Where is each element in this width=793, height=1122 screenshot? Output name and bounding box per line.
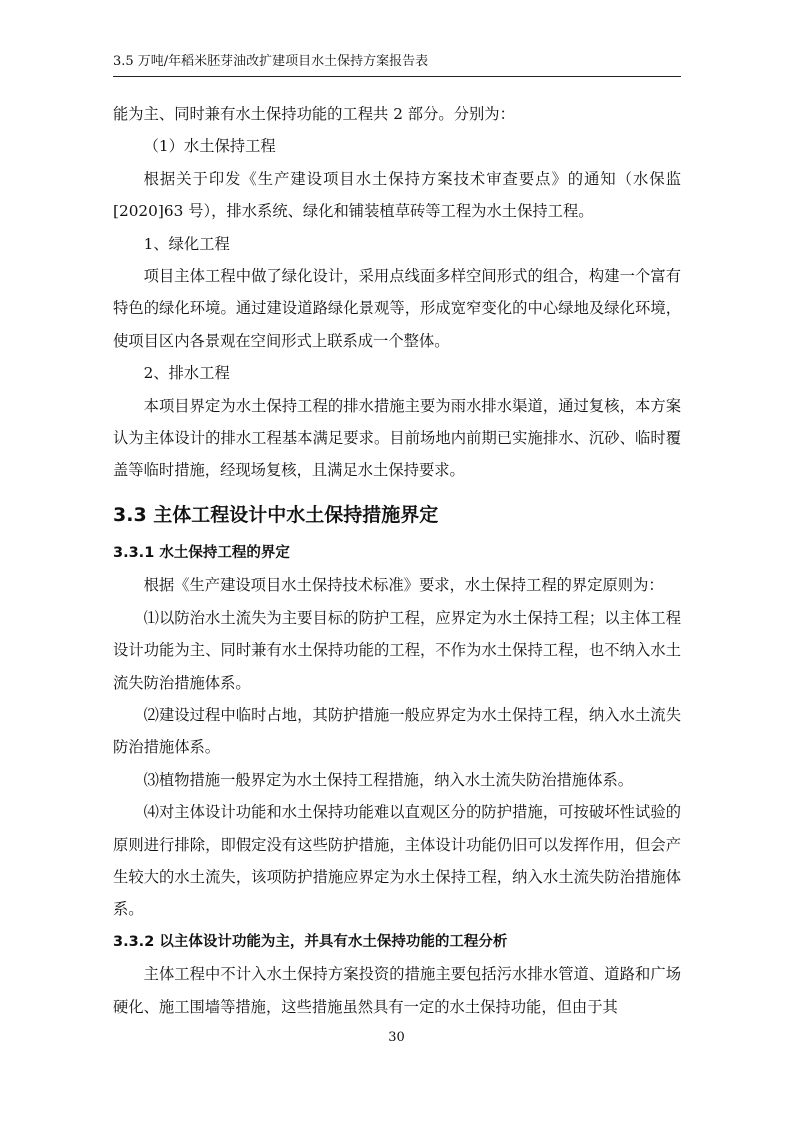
header-rule <box>113 76 681 77</box>
section-heading: 3.3 主体工程设计中水土保持措施界定 <box>113 503 439 526</box>
paragraph: ⑷对主体设计功能和水土保持功能难以直观区分的防护措施，可按破坏性试验的原则进行排除，即假定没有这些防护措施，主体设计功能仍旧可以发挥作用，但会产生较大的水土流失，该项防护措施应界定为水土保持工程，纳入水土流失防治措施体系。 <box>113 803 681 919</box>
paragraph: 根据《生产建设项目水土保持技术标准》要求，水土保持工程的界定原则为： <box>143 576 664 595</box>
page-number: 30 <box>388 1030 405 1045</box>
page-body <box>113 98 681 1023</box>
paragraph: ⑴以防治水土流失为主要目标的防护工程，应界定为水土保持工程；以主体工程设计功能为主、同时兼有水土保持功能的工程，不作为水土保持工程，也不纳入水土流失防治措施体系。 <box>113 608 681 692</box>
subsection-heading: 3.3.1 水土保持工程的界定 <box>113 544 290 561</box>
paragraph: ⑵建设过程中临时占地，其防护措施一般应界定为水土保持工程，纳入水土流失防治措施体系。 <box>113 705 681 757</box>
paragraph: ⑶植物措施一般界定为水土保持工程措施，纳入水土流失防治措施体系。 <box>143 770 634 789</box>
running-header: 3.5 万吨/年稻米胚芽油改扩建项目水土保持方案报告表 <box>113 54 429 69</box>
paragraph: 根据关于印发《生产建设项目水土保持方案技术审查要点》的通知（水保监[2020]63 号），排水系统、绿化和铺装植草砖等工程为水土保持工程。 <box>113 169 681 221</box>
paragraph: 2、排水工程 <box>143 364 230 383</box>
paragraph: 本项目界定为水土保持工程的排水措施主要为雨水排水渠道，通过复核，本方案认为主体设计的排水工程基本满足要求。目前场地内前期已实施排水、沉砂、临时覆盖等临时措施，经现场复核，且满足水土保持要求。 <box>113 396 681 480</box>
paragraph: 能为主、同时兼有水土保持功能的工程共 2 部分。分别为： <box>113 105 515 123</box>
paragraph: 1、绿化工程 <box>143 234 230 253</box>
paragraph: （1）水土保持工程 <box>143 137 276 156</box>
paragraph: 主体工程中不计入水土保持方案投资的措施主要包括污水排水管道、道路和广场硬化、施工围墙等措施，这些措施虽然具有一定的水土保持功能，但由于其 <box>113 965 681 1016</box>
subsection-heading: 3.3.2 以主体设计功能为主，并具有水土保持功能的工程分析 <box>113 933 508 950</box>
paragraph: 项目主体工程中做了绿化设计，采用点线面多样空间形式的组合，构建一个富有特色的绿化环境。通过建设道路绿化景观等，形成宽窄变化的中心绿地及绿化环境，使项目区内各景观在空间形式上联系成一个整体。 <box>113 267 681 350</box>
